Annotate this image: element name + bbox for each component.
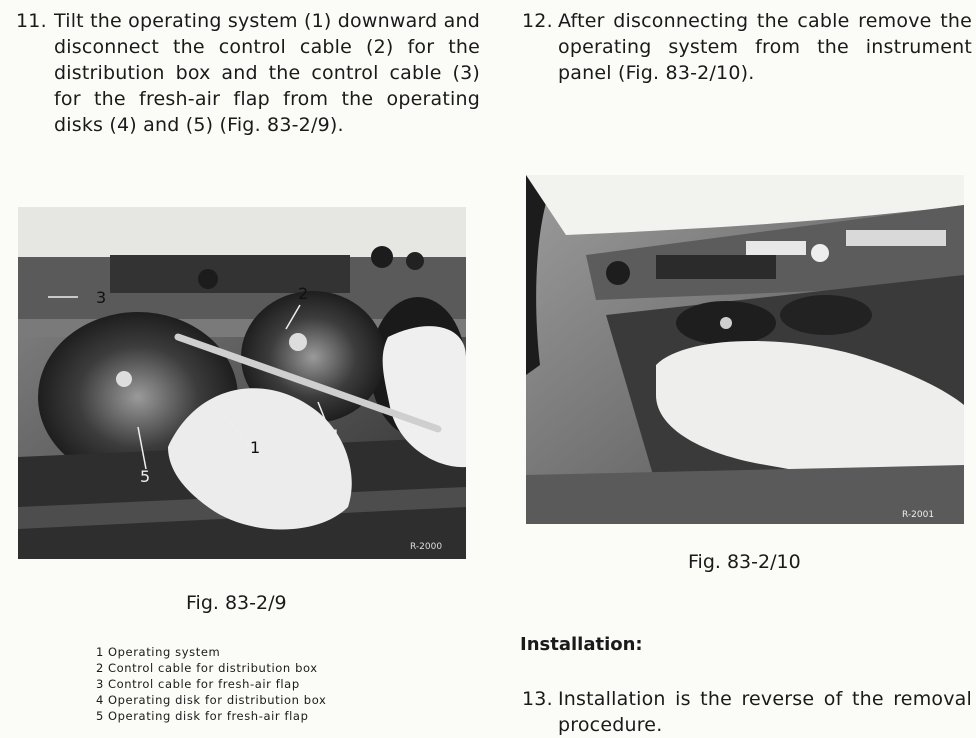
- figure-83-2-9-caption: Fig. 83-2/9: [186, 592, 287, 614]
- step-13: [522, 686, 970, 736]
- step-12-text: After disconnecting the cable remove the operating system from the instrument panel (Fig. 83-2/10).: [558, 10, 972, 84]
- figure-code-r-2001: R-2001: [902, 510, 935, 520]
- legend-item: 5 Operating disk for fresh-air flap: [96, 709, 309, 723]
- installation-heading: Installation:: [520, 634, 643, 655]
- legend-item: 2 Control cable for distribution box: [96, 661, 318, 675]
- callout-4: 4: [329, 426, 340, 445]
- step-11-text: Tilt the operating system (1) downward and disconnect the control cable (2) for the distribution box and the control cable (3) for the fresh-air flap from the operating disks (4) and (5) (Fig. 83-2/9).: [54, 10, 480, 136]
- figure-code-r-2000: R-2000: [410, 542, 443, 552]
- figure-83-2-10-photo: [526, 175, 964, 524]
- step-13-text: Installation is the reverse of the removal procedure.: [558, 688, 972, 736]
- figure-83-2-10-caption: Fig. 83-2/10: [688, 551, 801, 573]
- figure-83-2-9-photo: [18, 207, 466, 559]
- legend-item: 3 Control cable for fresh-air flap: [96, 677, 300, 691]
- figure-legend: [96, 644, 326, 724]
- callout-2: 2: [298, 284, 309, 303]
- callout-1: 1: [250, 438, 261, 457]
- step-13-number: 13.: [522, 688, 553, 710]
- legend-item: 1 Operating system: [96, 645, 221, 659]
- step-12: [522, 8, 970, 98]
- step-11-number: 11.: [16, 10, 47, 32]
- callout-3: 3: [96, 288, 107, 307]
- step-12-number: 12.: [522, 10, 553, 32]
- step-11: [16, 8, 480, 148]
- callout-5: 5: [140, 467, 151, 486]
- legend-item: 4 Operating disk for distribution box: [96, 693, 327, 707]
